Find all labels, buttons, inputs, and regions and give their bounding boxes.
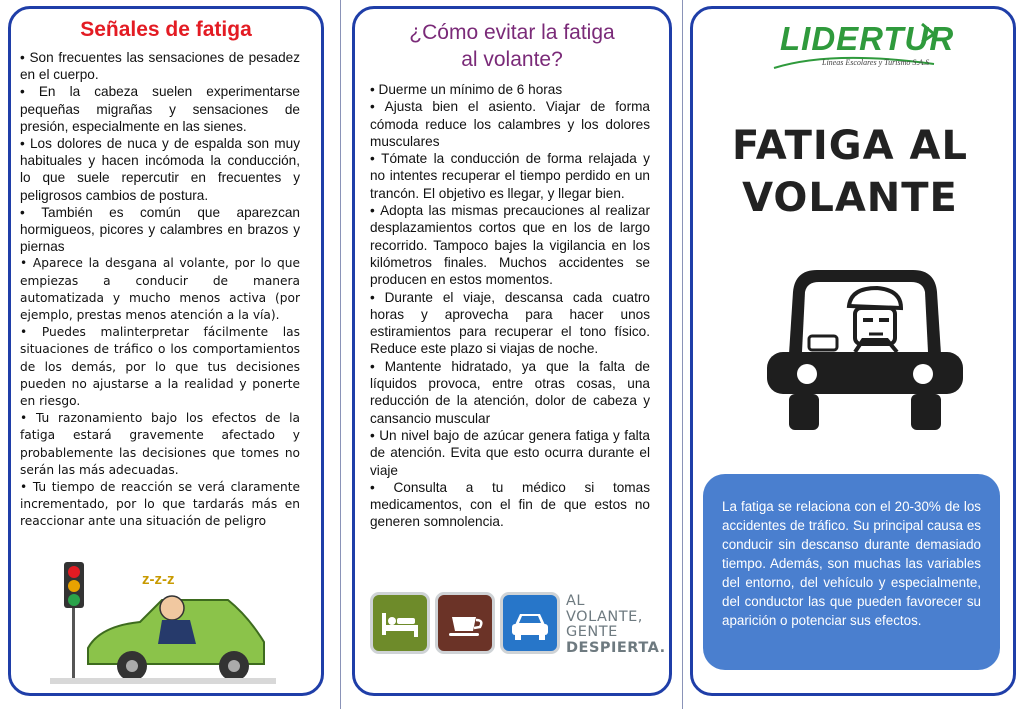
- title-line: VOLANTE: [742, 175, 958, 221]
- slogan-line: VOLANTE,: [566, 608, 643, 625]
- list-item: • Tu razonamiento bajo los efectos de la fatiga estará gravemente afectado y probablemente las decisiones que tomes no serán las más adecuadas.: [20, 410, 300, 479]
- traffic-light-icon: [64, 562, 84, 682]
- list-item: • Durante el viaje, descansa cada cuatro horas y aprovecha para hacer unos estiramientos para recuperar el tono físico. Reduce este plazo si viajas de noche.: [370, 289, 650, 358]
- company-logo: [772, 20, 955, 72]
- list-item: • En la cabeza suelen experimentarse pequeñas migrañas y sensaciones de presión, especialmente en las sienes.: [20, 83, 300, 135]
- panel-2-title-line2: al volante?: [461, 48, 563, 71]
- list-item: • Puedes malinterpretar fácilmente las situaciones de tráfico o los comportamientos de los demás, por lo que tus decisiones pueden no ajustarse a la realidad y ponerte en riesgo.: [20, 324, 300, 410]
- drowsy-driver-icon: [765, 262, 965, 438]
- campaign-slogan: [566, 594, 666, 656]
- list-item: • Adopta las mismas precauciones al realizar desplazamientos cortos que en los de largo recorrido. Tampoco bajes la vigilancia en los kilómetros finales. Muchos accidentes se producen en estos momentos.: [370, 202, 650, 288]
- list-item: • Duerme un mínimo de 6 horas: [370, 81, 650, 98]
- fatigue-signs-list: [20, 49, 300, 531]
- slogan-line: GENTE: [566, 624, 618, 640]
- list-item: • Un nivel bajo de azúcar genera fatiga y falta de atención. Evita que esto ocurra durante el viaje: [370, 427, 650, 479]
- info-box: La fatiga se relaciona con el 20-30% de los accidentes de tráfico. Su principal causa es conducir sin descanso durante demasiado tiempo. Además, son muchas las variables del entorno, del vehículo y especialmente, del conductor las que pueden favorecer su aparición o potenciar sus efectos.: [703, 474, 1000, 670]
- zzz-text: z-z-z: [142, 571, 175, 588]
- coffee-cup-icon: [438, 595, 492, 651]
- list-item: • Son frecuentes las sensaciones de pesadez en el cuerpo.: [20, 49, 300, 83]
- slogan-line: DESPIERTA.: [566, 639, 666, 656]
- bed-sign: [370, 592, 430, 654]
- list-item: • Los dolores de nuca y de espalda son muy habituales y hacen incómoda la conducción, lo que suele repercutir en frecuentes y peligrosos cambios de postura.: [20, 135, 300, 204]
- car-sign: [500, 592, 560, 654]
- fold-line: [340, 0, 341, 709]
- logo-subtitle: Lineas Escolares y Turismo S.A.S: [822, 58, 930, 67]
- coffee-sign: [435, 592, 495, 654]
- list-item: • Tómate la conducción de forma relajada y no intentes recuperar el tiempo perdido en un trancón. El objetivo es llegar, y llegar bien.: [370, 150, 650, 202]
- slogan-line: AL: [566, 593, 585, 609]
- list-item: • Consulta a tu médico si tomas medicamentos, con el fin de que estos no generen somnolencia.: [370, 479, 650, 531]
- brochure-title: [710, 120, 990, 224]
- panel-2-title-line1: ¿Cómo evitar la fatiga: [409, 21, 615, 44]
- list-item: • Tu tiempo de reacción se verá claramente incrementado, por lo que tardarás más en reaccionar ante una situación de peligro: [20, 479, 300, 531]
- panel-1-title: Señales de fatiga: [80, 18, 252, 41]
- list-item: • Aparece la desgana al volante, por lo que empiezas a conducir de manera automatizada y mucho menos activa (por ejemplo, prestas menos atención a la vía).: [20, 255, 300, 324]
- logo-text: LIDERTUR: [780, 20, 955, 57]
- sleeping-driver-car-icon: [50, 556, 276, 688]
- car-icon: [503, 595, 557, 651]
- list-item: • También es común que aparezcan hormigueos, picores y calambres en brazos y piernas: [20, 204, 300, 256]
- list-item: • Mantente hidratado, ya que la falta de líquidos provoca, entre otras cosas, una reducción de la atención, dolor de cabeza y cansancio muscular: [370, 358, 650, 427]
- fold-line: [682, 0, 683, 709]
- title-line: FATIGA AL: [732, 123, 968, 169]
- list-item: • Ajusta bien el asiento. Viajar de forma cómoda reduce los calambres y los dolores musculares: [370, 98, 650, 150]
- bed-icon: [373, 595, 427, 651]
- prevention-tips-list: [370, 81, 650, 531]
